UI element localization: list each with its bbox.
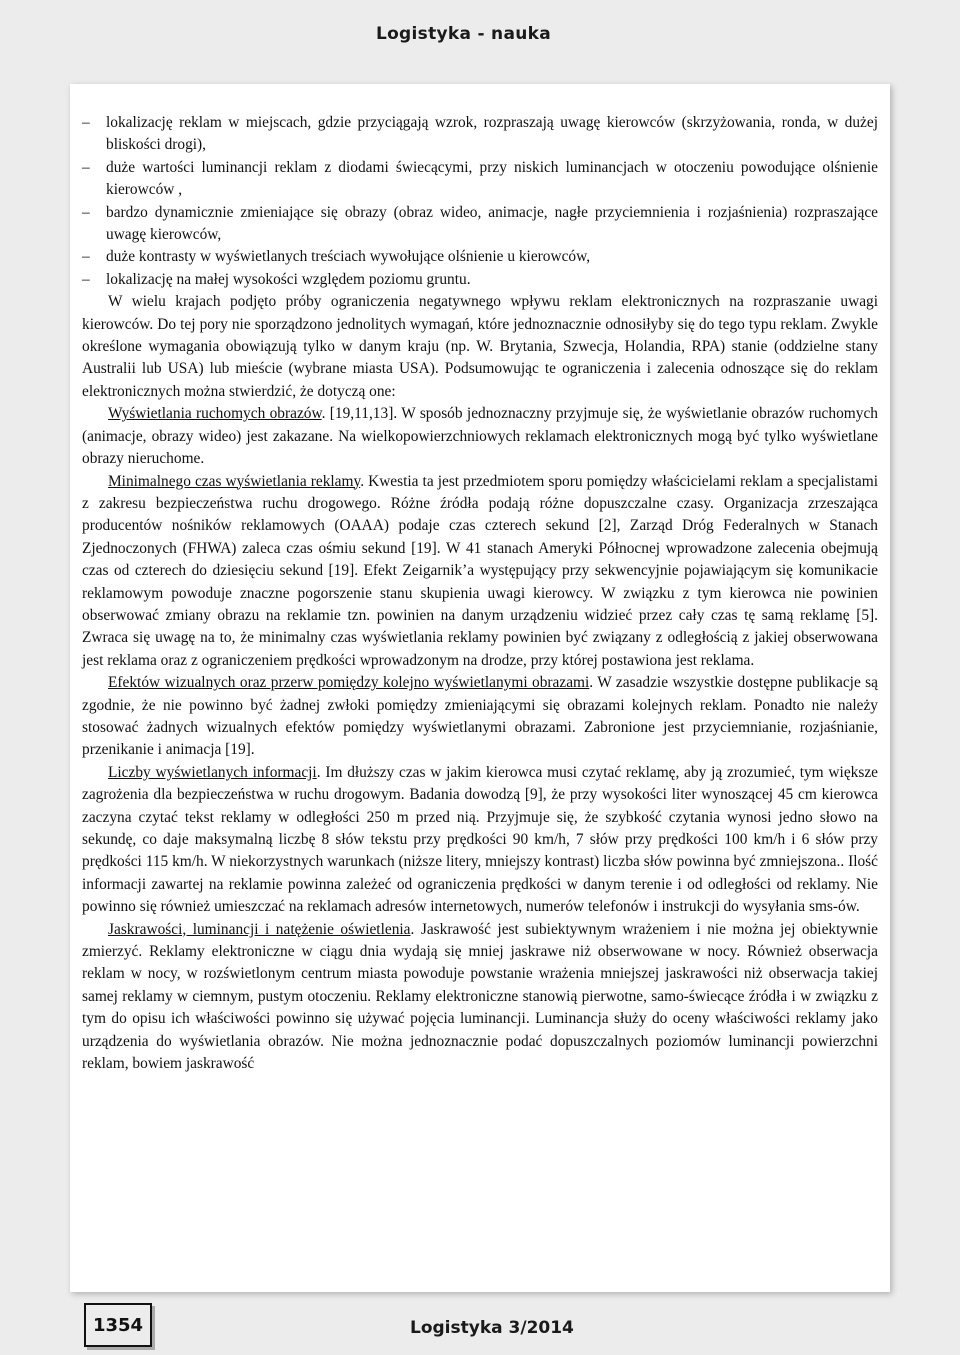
list-item: – bardzo dynamicznie zmieniające się obrazy (obraz wideo, animacje, nagłe przyciemnienia i rozjaśnienia) rozpraszające uwagę kierowców, <box>82 203 878 244</box>
section-heading: Wyświetlania ruchomych obrazów <box>108 405 322 423</box>
section-heading: Efektów wizualnych oraz przerw pomiędzy kolejno wyświetlanymi obrazami <box>108 674 590 692</box>
paragraph-intro: W wielu krajach podjęto próby ograniczenia negatywnego wpływu reklam elektronicznych na rozpraszanie uwagi kierowców. Do tej pory nie sporządzono jednolitych wymagań, które jednoznacznie odnosiłyby się do tego typu reklam. Zwykle określone wymagania obowiązują tylko w danym kraju (np. W. Brytania, Szwecja, Holandia, RPA) stanie (oddzielne stany Australii lub USA) lub mieście (wybrane miasta USA). Podsumowując te ograniczenia i zalecenia odnoszące się do reklam elektronicznych można stwierdzić, że dotyczą one: <box>82 293 878 400</box>
dash-bullet-icon: – <box>82 158 90 176</box>
section-heading: Liczby wyświetlanych informacji <box>108 763 317 781</box>
section-heading: Minimalnego czas wyświetlania reklamy <box>108 472 361 490</box>
article-text <box>82 112 878 1075</box>
list-item: – duże kontrasty w wyświetlanych treściach wywołujące olśnienie u kierowców, <box>82 246 878 268</box>
journal-issue: Logistyka 3/2014 <box>410 1318 574 1338</box>
dash-bullet-icon: – <box>82 114 90 131</box>
paragraph-brightness: Jaskrawości, luminancji i natężenie oświetlenia. Jaskrawość jest subiektywnym wrażeniem i nie można jej obiektywnie zmierzyć. Reklamy elektroniczne w ciągu dnia wydają się mniej jaskrawe niż obserwowane w nocy. Również obserwacja reklam w nocy, w rozświetlonym centrum miasta powoduje powstanie wrażenia mniejszej jaskrawości niż obserwacja takiej samej reklamy w ciemnym, pustym otoczeniu. Reklamy elektroniczne stanowią pierwotne, samo-świecące źródła i w związku z tym do opisu ich właściwości powinno się używać pojęcia luminancji. Luminancja służy do oceny właściwości reklamy jako urządzenia do wyświetlania obrazów. Nie można jednoznacznie podać dopuszczalnych poziomów luminancji powierzchni reklam, bowiem jaskrawość <box>82 920 878 1073</box>
dash-bullet-icon: – <box>82 203 90 221</box>
list-item: – duże wartości luminancji reklam z diodami świecącymi, przy niskich luminancjach w otoczeniu powodujące olśnienie kierowców , <box>82 158 878 199</box>
dash-bullet-icon: – <box>82 270 90 288</box>
paragraph-information-count: Liczby wyświetlanych informacji. Im dłuższy czas w jakim kierowca musi czytać reklamę, aby ją zrozumieć, tym większe zagrożenia dla bezpieczeństwa w ruchu drogowym. Badania dowodzą [9], że przy wysokości liter wynoszącej 45 cm kierowca zaczyna czytać tekst reklamy w odległości 250 m przed nią. Przyjmuje się, że szybkość czytania wynosi jedno słowo na sekundę, co daje maksymalną liczbę 8 słów tekstu przy prędkości 90 km/h, 7 słów przy prędkości 100 km/h i 6 słów przy prędkości 115 km/h. W niekorzystnych warunkach (niższe litery, mniejszy kontrast) liczba słów powinna być zmniejszona.. Ilość informacji zawartej na reklamie powinna zależeć od ograniczenia prędkości w danym terenie i od odległości od reklamy. Nie powinno się również umieszczać na reklamach adresów internetowych, numerów telefonów i instrukcji do wysyłania sms-ów. <box>82 763 878 916</box>
paragraph-moving-images: Wyświetlania ruchomych obrazów. [19,11,13]. W sposób jednoznaczny przyjmuje się, że wyświetlanie obrazów ruchomych (animacje, obrazy wideo) jest zakazane. Na wielkopowierzchniowych reklamach elektronicznych mogą być tylko wyświetlane obrazy nieruchome. <box>82 405 878 468</box>
paragraph-min-display-time: Minimalnego czas wyświetlania reklamy. Kwestia ta jest przedmiotem sporu pomiędzy właścicielami reklam a specjalistami z zakresu bezpieczeństwa ruchu drogowego. Różne źródła podają różne dopuszczalne czasy. Organizacja zrzeszająca producentów nośników reklamowych (OAAA) podaje czas czterech sekund [2], Zarząd Dróg Federalnych w Stanach Zjednoczonych (FHWA) zaleca czas ośmiu sekund [19]. W 41 stanach Ameryki Północnej wprowadzone zalecenia obejmują czas od czterech do dziesięciu sekund [19]. Efekt Zeigarnik’a występujący przy sekwencyjnie pojawiającym się komunikacie reklamowym powoduje znaczne pogorszenie stanu skupienia uwagi kierowcy. W związku z tym kierowca nie powinien obserwować zmiany obrazu na reklamie tzn. powinien na danym urządzeniu widzieć przez cały czas tę samą reklamę [5]. Zwraca się uwagę na to, że minimalny czas wyświetlania reklamy powinien być związany z odległością z jakiej obserwowana jest reklama oraz z ograniczeniem prędkości wprowadzonym na drodze, przy której postawiona jest reklama. <box>82 472 878 669</box>
section-heading: Jaskrawości, luminancji i natężenie oświetlenia <box>108 920 411 938</box>
running-header: Logistyka - nauka <box>375 24 551 44</box>
list-item: – lokalizację na małej wysokości względem poziomu gruntu. <box>82 269 878 291</box>
bullet-list <box>82 112 878 291</box>
page-number-box: 1354 <box>84 1303 152 1347</box>
dash-bullet-icon: – <box>82 248 90 266</box>
list-item: – lokalizację reklam w miejscach, gdzie przyciągają wzrok, rozpraszają uwagę kierowców (skrzyżowania, ronda, w dużej bliskości drogi), <box>82 114 878 154</box>
paragraph-visual-effects: Efektów wizualnych oraz przerw pomiędzy kolejno wyświetlanymi obrazami. W zasadzie wszystkie dostępne publikacje są zgodnie, że nie powinno być żadnej zwłoki pomiędzy zmieniającymi się obrazami kolejnych reklam. Ponadto nie należy stosować żadnych wizualnych efektów pomiędzy wyświetlanymi obrazami. Zabronione jest przyciemnianie, rozjaśnianie, przenikanie i animacja [19]. <box>82 674 879 759</box>
article-body <box>70 84 890 1292</box>
